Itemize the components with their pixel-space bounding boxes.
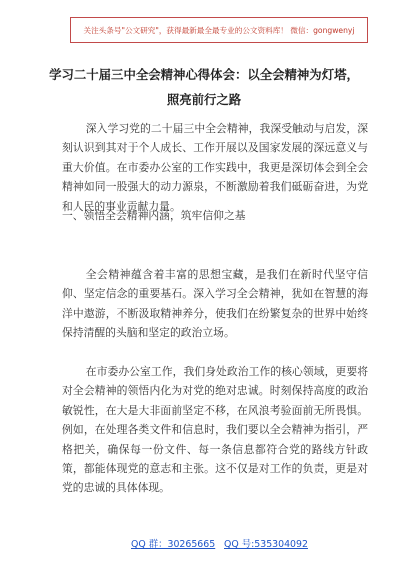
- page-footer: [0, 536, 408, 550]
- paragraph-intro: [62, 119, 368, 216]
- paragraph-section1-b-text: 在市委办公室工作，我们身处政治工作的核心领域，更要将对全会精神的领悟内化为对党的绝对忠诚。时刻保持高度的政治敏锐性，在大是大非面前坚定不移，在风浪考验面前无所畏惧。例如，在处理各类文件和信息时，我们要以全会精神为指引，严格把关，确保每一份文件、每一条信息都符合党的路线方针政策，都能体现党的意志和主张。这不仅是对工作的负责，更是对党的忠诚的具体体现。: [62, 365, 368, 495]
- paragraph-section1-b: [62, 362, 368, 498]
- qq-group-link[interactable]: QQ 群：30265665: [131, 539, 216, 550]
- document-title-line-2: 照亮前行之路: [166, 92, 242, 107]
- document-title-line-1: 学习二十届三中全会精神心得体会：以全会精神为灯塔，: [49, 67, 359, 82]
- section-heading-1-text: 一、领悟全会精神内涵，筑牢信仰之基: [62, 209, 246, 222]
- paragraph-intro-text: 深入学习党的二十届三中全会精神，我深受触动与启发，深刻认识到其对于个人成长、工作开展以及国家发展的深远意义与重大价值。在市委办公室的工作实践中，我更是深切体会到全会精神如同一股强大的动力源泉，不断激励着我们砥砺奋进，为党和人民的事业贡献力量。: [62, 122, 368, 213]
- paragraph-section1-a: [62, 265, 368, 343]
- header-banner: [70, 17, 368, 43]
- paragraph-section1-a-text: 全会精神蕴含着丰富的思想宝藏，是我们在新时代坚守信仰、坚定信念的重要基石。深入学习全会精神，犹如在智慧的海洋中遨游，不断汲取精神养分，使我们在纷繁复杂的世界中始终保持清醒的头脑和坚定的政治立场。: [62, 268, 368, 340]
- qq-number-link[interactable]: QQ 号:535304092: [224, 539, 308, 550]
- section-heading-1: [62, 206, 368, 225]
- header-banner-text: 关注头条号"公文研究"，获得最新最全最专业的公文资料库！ 微信：gongwenyj: [83, 25, 355, 35]
